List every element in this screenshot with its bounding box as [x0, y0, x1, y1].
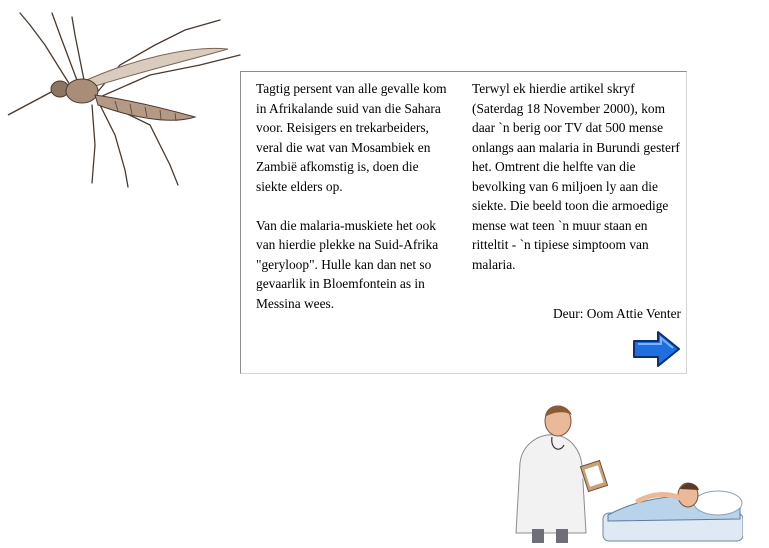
left-paragraph-2: Van die malaria-muskiete het ook van hierdie plekke na Suid-Afrika "geryloop". Hulle kan dan net so gevaarlik in Bloemfontein as in Messina wees. [256, 217, 439, 311]
left-column [256, 79, 451, 313]
right-paragraph: Terwyl ek hierdie artikel skryf (Saterdag 18 November 2000), kom daar `n berig oor TV dat 500 mense onlangs aan malaria in Burundi gesterf het. Omtrent die helfte van die bevolking van 6 miljoen ly aan die siekte. Die beeld toon die armoedige mense wat teen `n muur staan en ritteltit - `n tipiese simptoom van malaria. [472, 81, 680, 272]
next-arrow-icon[interactable] [632, 329, 682, 369]
doctor-and-patient-illustration [508, 393, 743, 545]
right-column [472, 79, 684, 274]
article-panel [240, 71, 687, 374]
author-byline: Deur: Oom Attie Venter [552, 306, 681, 321]
mosquito-illustration [0, 5, 250, 190]
left-paragraph-1: Tagtig persent van alle gevalle kom in Afrikalande suid van die Sahara voor. Reisigers en trekarbeiders, veral die wat van Mosambiek en Zambië afkomstig is, doen die siekte elders op. [256, 81, 447, 194]
